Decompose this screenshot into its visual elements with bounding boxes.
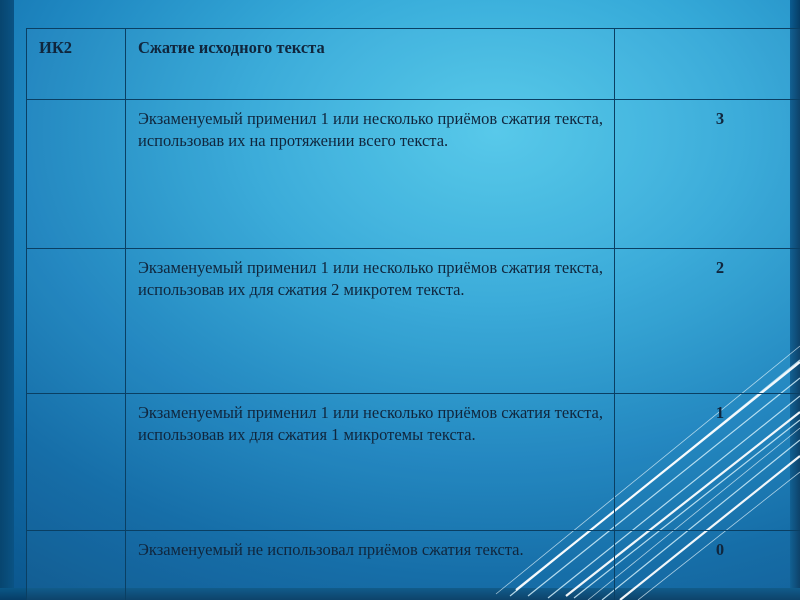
table-header-row bbox=[27, 29, 800, 100]
row-description-cell: Экзаменуемый применил 1 или несколько приёмов сжатия текста, использовав их для сжатия 2 микротем текста. bbox=[126, 249, 615, 394]
table-row bbox=[27, 100, 800, 249]
row-description-cell: Экзаменуемый не использовал приёмов сжатия текста. bbox=[126, 531, 615, 600]
table-row bbox=[27, 394, 800, 531]
row-code-cell bbox=[27, 249, 126, 394]
row-code-cell bbox=[27, 394, 126, 531]
criterion-code-cell: ИК2 bbox=[27, 29, 126, 100]
row-score-cell: 3 bbox=[615, 100, 800, 249]
row-score-cell: 2 bbox=[615, 249, 800, 394]
row-code-cell bbox=[27, 100, 126, 249]
row-code-cell bbox=[27, 531, 126, 600]
row-description-cell: Экзаменуемый применил 1 или несколько приёмов сжатия текста, использовав их на протяжении всего текста. bbox=[126, 100, 615, 249]
left-accent-band bbox=[0, 0, 14, 600]
table-row bbox=[27, 249, 800, 394]
criteria-table bbox=[26, 28, 800, 600]
row-score-cell: 0 bbox=[615, 531, 800, 600]
table-row bbox=[27, 531, 800, 600]
row-description-cell: Экзаменуемый применил 1 или несколько приёмов сжатия текста, использовав их для сжатия 1 микротемы текста. bbox=[126, 394, 615, 531]
criterion-title-cell: Сжатие исходного текста bbox=[126, 29, 615, 100]
row-score-cell: 1 bbox=[615, 394, 800, 531]
criterion-score-header-cell bbox=[615, 29, 800, 100]
